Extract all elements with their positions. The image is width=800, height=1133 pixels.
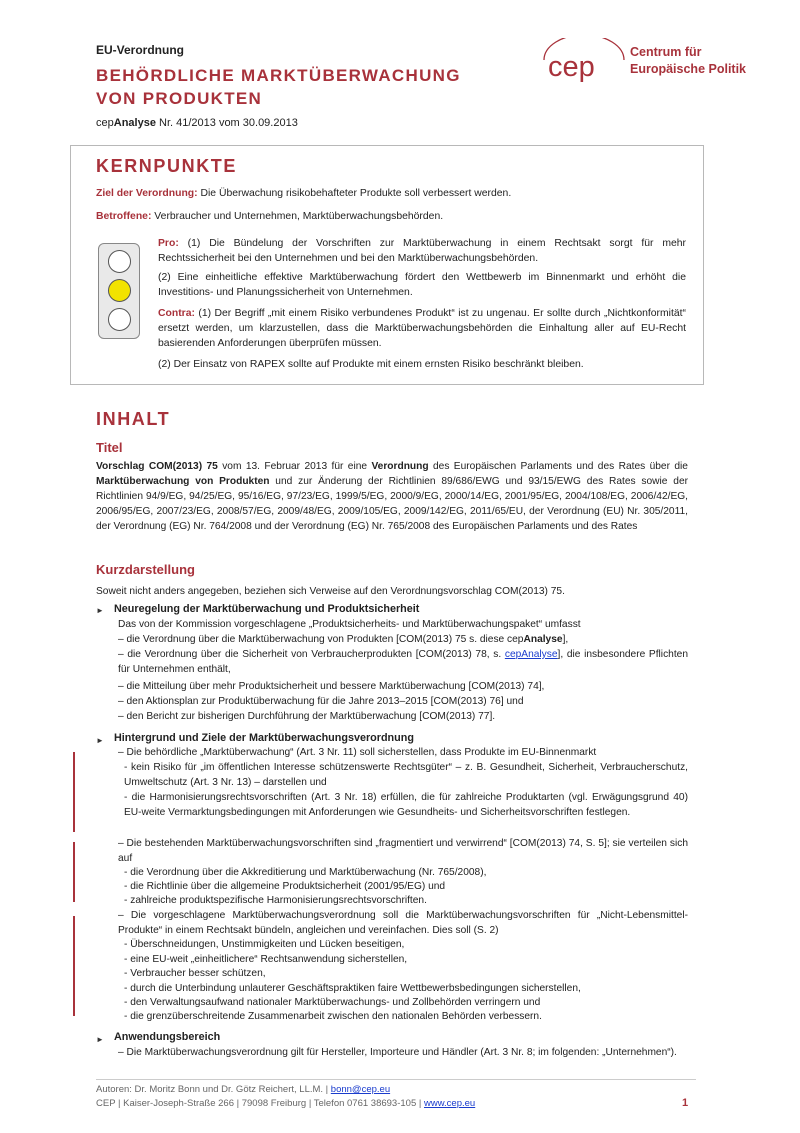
footer-authors: Autoren: Dr. Moritz Bonn und Dr. Götz Reichert, LL.M. | bonn@cep.eu bbox=[96, 1084, 391, 1095]
section-2-subpoint: - eine EU-weit „einheitlichere“ Rechtsanwendung sicherstellen, bbox=[124, 954, 408, 965]
section-2-subpoint: - die Richtlinie über die allgemeine Produktsicherheit (2001/95/EG) und bbox=[124, 881, 446, 892]
bullet-arrow-icon: ► bbox=[96, 1035, 104, 1044]
section-1-item: – den Aktionsplan zur Produktüberwachung für die Jahre 2013–2015 [COM(2013) 76] und bbox=[118, 696, 524, 707]
section-2-point: – Die bestehenden Marktüberwachungsvorschriften sind „fragmentiert und verwirrend“ [COM(2013) 74, S. 5]; sie verteilen sich auf bbox=[118, 838, 688, 864]
section-2-subpoint: - die Harmonisierungsrechtsvorschriften (Art. 3 Nr. 18) erfüllen, die für zahlreiche Produktarten (vgl. Erwägungsgrund 40) EU-weite Vermarktungsbedingungen mit Anforderungen wie Gesundheits- und Sicherheitsvorschriften festlegen. bbox=[124, 792, 688, 818]
title-subheading: Titel bbox=[96, 440, 123, 455]
content-heading: INHALT bbox=[96, 409, 171, 429]
section-2-subpoint: - die grenzüberschreitende Zusammenarbeit zwischen den nationalen Behörden verbessern. bbox=[124, 1011, 542, 1022]
website-link[interactable]: www.cep.eu bbox=[423, 1098, 476, 1109]
section-2-subpoint: - kein Risiko für „im öffentlichen Interesse schützenswerte Rechtsgüter“ – z. B. Gesundheit, Sicherheit, Verbraucherschutz, Umweltschutz (Art. 3 Nr. 13) – darstellen und bbox=[124, 762, 688, 788]
change-marker-bar bbox=[73, 752, 75, 832]
section-1-heading: Neuregelung der Marktüberwachung und Produktsicherheit bbox=[114, 603, 420, 615]
section-3-point: – Die Marktüberwachungsverordnung gilt für Hersteller, Importeure und Händler (Art. 3 Nr. 8; im folgenden: „Unternehmen“). bbox=[118, 1047, 677, 1058]
key-points-heading: KERNPUNKTE bbox=[96, 156, 238, 176]
title-line-1: BEHÖRDLICHE MARKTÜBERWACHUNG bbox=[96, 66, 461, 85]
section-1-intro: Das von der Kommission vorgeschlagene „Produktsicherheits- und Marktüberwachungspaket“ umfasst bbox=[118, 619, 581, 630]
bullet-arrow-icon: ► bbox=[96, 606, 104, 615]
contra-point-2: (2) Der Einsatz von RAPEX sollte auf Produkte mit einem ernsten Risiko beschränkt bleiben. bbox=[158, 359, 584, 370]
bullet-arrow-icon: ► bbox=[96, 736, 104, 745]
pro-point-1: Pro: (1) Die Bündelung der Vorschriften zur Marktüberwachung in einem Rechtsakt sorgt für mehr Rechtssicherheit bei den Unternehmen und bei den Marktüberwachungsbehörden. bbox=[158, 238, 686, 264]
document-type-label: EU-Verordnung bbox=[96, 43, 185, 57]
section-1-item: – den Bericht zur bisherigen Durchführung der Marktüberwachung [COM(2013) 77]. bbox=[118, 711, 496, 722]
section-2-point: – Die behördliche „Marktüberwachung“ (Art. 3 Nr. 11) soll sicherstellen, dass Produkte im EU-Binnenmarkt bbox=[118, 747, 597, 758]
document-title bbox=[96, 64, 461, 110]
cep-analyse-link[interactable]: cepAnalyse bbox=[504, 649, 558, 660]
change-marker-bar bbox=[73, 916, 75, 1016]
author-email-link[interactable]: bonn@cep.eu bbox=[330, 1084, 391, 1095]
logo-org-name: Centrum für Europäische Politik bbox=[630, 45, 747, 76]
footer bbox=[96, 1083, 475, 1111]
traffic-light-yellow-lamp bbox=[108, 279, 131, 302]
section-2-subpoint: - Verbraucher besser schützen, bbox=[124, 968, 266, 979]
change-marker-bar bbox=[73, 842, 75, 902]
section-2-point: – Die vorgeschlagene Marktüberwachungsverordnung soll die Marktüberwachungsvorschriften für „Nicht-Lebensmittel-Produkte“ in einem Rechtsakt bündeln, angleichen und vereinfachen. Dies soll (S. 2) bbox=[118, 910, 688, 936]
section-2-subpoint: - den Verwaltungsaufwand nationaler Marktüberwachungs- und Zollbehörden verringern und bbox=[124, 997, 541, 1008]
traffic-light-top-lamp bbox=[108, 250, 131, 273]
analysis-reference: cepAnalyse Nr. 41/2013 vom 30.09.2013 bbox=[96, 117, 298, 129]
footer-address: CEP | Kaiser-Joseph-Straße 266 | 79098 Freiburg | Telefon 0761 38693-105 | www.cep.eu bbox=[96, 1098, 476, 1109]
footer-divider bbox=[96, 1079, 696, 1080]
title-paragraph: Vorschlag COM(2013) 75 vom 13. Februar 2013 für eine Verordnung des Europäischen Parlaments und des Rates über die Marktüberwachung von Produkten und zur Änderung der Richtlinien 89/686/EWG und 93/15/EWG des Rates sowie der Richtlinien 94/9/EG, 94/25/EG, 95/16/EG, 97/23/EG, 1999/5/EG, 2000/9/EG, 2000/14/EG, 2001/95/EG, 2004/108/EG, 2006/42/EG, 2006/95/EG, 2007/23/EG, 2008/57/EG, 2009/48/EG, 2009/105/EG, 2009/142/EG, 2011/65/EU, der Verordnung (EU) Nr. 305/2011, der Verordnung (EG) Nr. 764/2008 und der Verordnung (EG) Nr. 765/2008 des Europäischen Parlaments und des Rates bbox=[96, 461, 688, 533]
section-1-item: – die Mitteilung über mehr Produktsicherheit und bessere Marktüberwachung [COM(2013) 74], bbox=[118, 681, 545, 692]
page-number: 1 bbox=[682, 1097, 689, 1109]
traffic-light-bottom-lamp bbox=[108, 308, 131, 331]
section-2-subpoint: - die Verordnung über die Akkreditierung und Marktüberwachung (Nr. 765/2008), bbox=[124, 867, 487, 878]
section-2-heading: Hintergrund und Ziele der Marktüberwachungsverordnung bbox=[114, 732, 414, 744]
affected-line: Betroffene: Verbraucher und Unternehmen, Marktüberwachungsbehörden. bbox=[96, 211, 444, 222]
section-1-item: – die Verordnung über die Marktüberwachung von Produkten [COM(2013) 75 s. diese cepAnalyse], bbox=[118, 634, 569, 645]
objective-line: Ziel der Verordnung: Die Überwachung risikobehafteter Produkte soll verbessert werden. bbox=[96, 188, 512, 199]
section-2-subpoint: - durch die Unterbindung unlauterer Geschäftspraktiken faire Wettbewerbsbedingungen sicherstellen, bbox=[124, 983, 581, 994]
summary-subheading: Kurzdarstellung bbox=[96, 562, 195, 577]
section-1-item: – die Verordnung über die Sicherheit von Verbraucherprodukten [COM(2013) 78, s. cepAnalyse], die insbesondere Pflichten für Unternehmen enthält, bbox=[118, 649, 688, 675]
contra-point-1: Contra: (1) Der Begriff „mit einem Risiko verbundenes Produkt“ ist zu ungenau. Er sollte durch „Nichtkonformität“ ersetzt werden, um klarzustellen, dass die Marktüberwachungsbehörden die Einhaltung aller auf EU-Recht basierenden Anforderungen überprüfen müssen. bbox=[158, 308, 686, 349]
summary-intro: Soweit nicht anders angegeben, beziehen sich Verweise auf den Verordnungsvorschlag COM(2013) 75. bbox=[96, 586, 565, 597]
section-2-subpoint: - Überschneidungen, Unstimmigkeiten und Lücken beseitigen, bbox=[124, 939, 405, 950]
pro-point-2: (2) Eine einheitliche effektive Marktüberwachung fördert den Wettbewerb im Binnenmarkt und erhöht die Investitions- und Planungssicherheit von Unternehmen. bbox=[158, 272, 686, 298]
section-3-heading: Anwendungsbereich bbox=[114, 1031, 221, 1043]
section-2-subpoint: - zahlreiche produktspezifische Harmonisierungsrechtsvorschriften. bbox=[124, 895, 427, 906]
title-line-2: VON PRODUKTEN bbox=[96, 89, 263, 108]
traffic-light-icon bbox=[98, 243, 140, 339]
logo-wordmark: cep bbox=[548, 51, 595, 83]
